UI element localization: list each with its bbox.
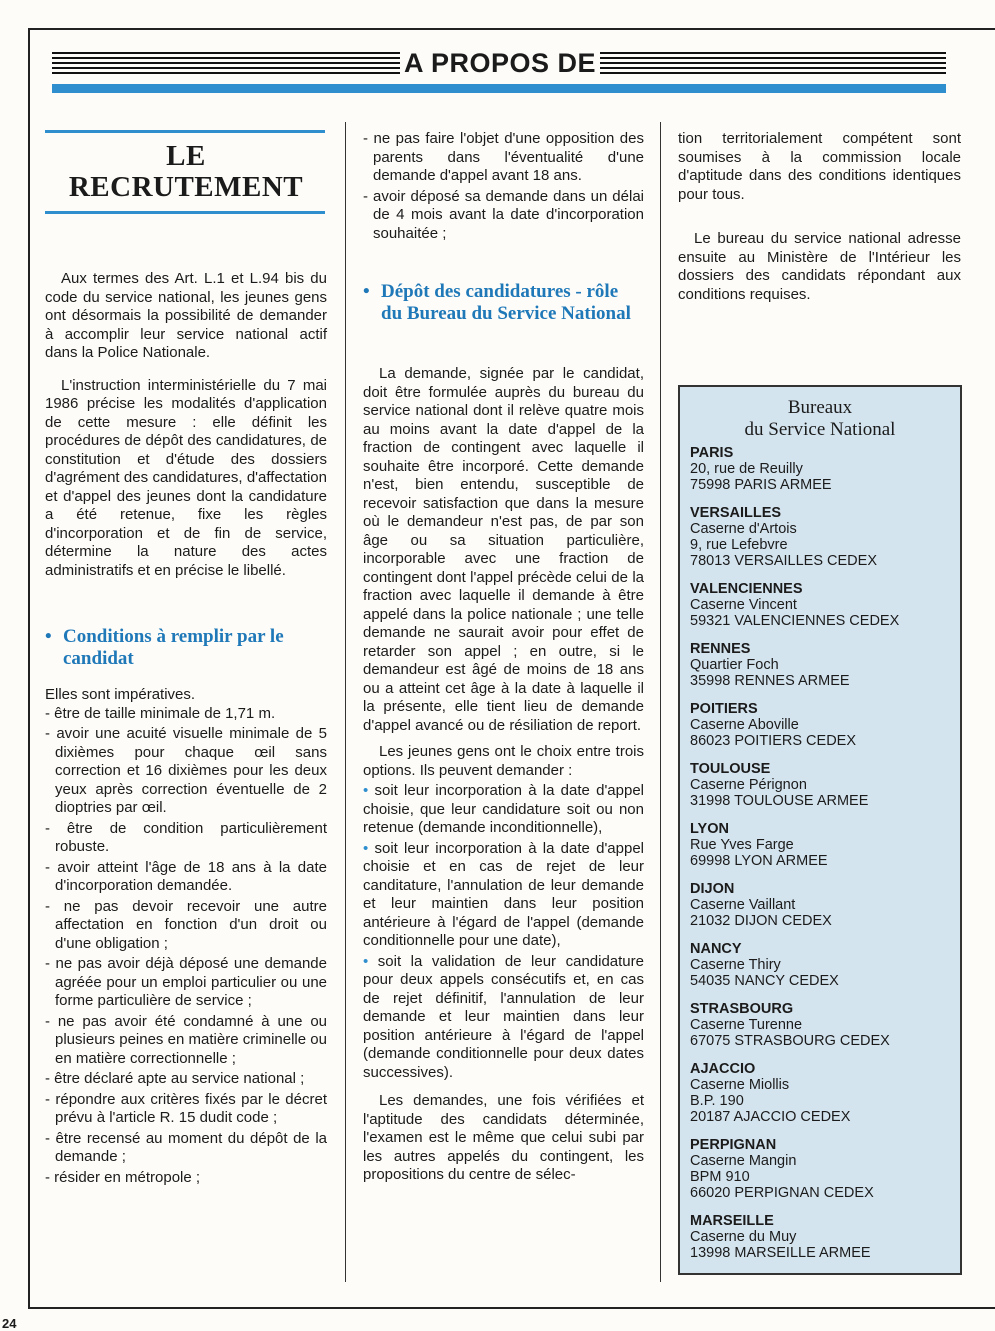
bureau-entry (690, 505, 960, 569)
header-lines-left (52, 52, 400, 74)
condition-item: - ne pas avoir été condamné à une ou plusieurs peines en matière criminelle ou en matière correctionnelle ; (45, 1012, 327, 1067)
bureau-city: VALENCIENNES (690, 581, 803, 597)
bureau-address-line: 69998 LYON ARMEE (690, 853, 828, 869)
condition-item: - résider en métropole ; (45, 1168, 201, 1186)
section-heading-conditions: • Conditions à remplir par le candidat (45, 626, 284, 669)
bureau-city: AJACCIO (690, 1061, 756, 1077)
bureau-city: TOULOUSE (690, 761, 771, 777)
bureau-address-line: 9, rue Lefebvre (690, 537, 788, 553)
depot-paragraph-2: Les jeunes gens ont le choix entre trois options. Ils peuvent demander : (363, 743, 644, 779)
bureau-entry (690, 1001, 960, 1049)
conditions-continued-list (363, 130, 644, 243)
section-bullet: • (45, 626, 52, 647)
options-list (363, 782, 644, 1082)
option-bullet: • (363, 952, 378, 970)
bureau-entry (690, 881, 960, 929)
condition-item: - ne pas devoir recevoir une autre affectation en fonction d'un droit ou d'une obligation ; (45, 897, 327, 952)
bureau-address-line: Caserne du Muy (690, 1229, 797, 1245)
bureau-entry (690, 821, 960, 869)
condition-item: - être déclaré apte au service national ; (45, 1070, 305, 1087)
article-title-box (45, 130, 327, 214)
section-bullet: • (363, 281, 370, 302)
bureau-entry (690, 445, 960, 493)
header-blue-bar (52, 84, 946, 93)
bureau-city: PARIS (690, 445, 734, 461)
bureau-address-line: 86023 POITIERS CEDEX (690, 733, 857, 749)
bureau-entry (690, 1061, 960, 1125)
bureau-city: LYON (690, 821, 729, 837)
bureau-address-line: Caserne Mangin (690, 1153, 797, 1169)
bureau-city: POITIERS (690, 701, 758, 717)
condition-item: - être de condition particulièrement robuste. (45, 819, 327, 855)
bureau-city: PERPIGNAN (690, 1137, 777, 1153)
bureau-address-line: 21032 DIJON CEDEX (690, 913, 832, 929)
bureau-entry (690, 1137, 960, 1201)
bureaux-box (678, 385, 962, 1275)
column-2 (363, 130, 644, 1185)
option-bullet: • (363, 782, 375, 799)
condition-item: - ne pas faire l'objet d'une opposition des parents dans l'éventualité d'une demande d'appel avant 18 ans. (363, 130, 644, 184)
bureau-address-line: 13998 MARSEILLE ARMEE (690, 1245, 871, 1261)
bureau-entry (690, 1213, 960, 1261)
condition-item: - avoir déposé sa demande dans un délai de 4 mois avant la date d'incorporation souhaitée ; (363, 187, 644, 242)
bureau-address-line: 59321 VALENCIENNES CEDEX (690, 613, 900, 629)
bureau-address-line: 54035 NANCY CEDEX (690, 973, 839, 989)
condition-item: - être recensé au moment du dépôt de la demande ; (45, 1129, 327, 1165)
column-divider-2 (660, 122, 661, 1282)
depot-paragraph-1: La demande, signée par le candidat, doit être formulée auprès du bureau du service national dont il relève quatre mois au moins avant la date d'appel de la fraction de contingent avec laquelle il souhaite être incorporé. Cette demande n'est, bien entendu, susceptible de recevoir satisfaction que dans la mesure où le demandeur n'est pas, de par son âge ou sa situation particulière, incorporable avec une fraction de contingent dont l'appel précède celui de la fraction avec laquelle il demande à être appelé dans la police nationale ; une telle demande ne saurait avoir pour effet de retarder son appel ; en outre, si le demandeur est âgé de moins de 18 ans ou a atteint cet âge à la date à laquelle il la présente, elle tient lieu de demande d'appel avancé ou de résiliation de report. (363, 365, 644, 734)
intro-paragraph-1: Aux termes des Art. L.1 et L.94 bis du code du service national, les jeunes gens ont désormais la possibilité de demander à accomplir leur service national actif dans la Police Nationale. (45, 270, 327, 361)
column-1 (45, 130, 327, 1187)
title-rule-top (45, 130, 325, 133)
article-title (45, 141, 327, 203)
bureau-address-line: BPM 910 (690, 1169, 750, 1185)
article-title-line-2: RECRUTEMENT (68, 171, 304, 203)
condition-item: - répondre aux critères fixés par le décret prévu à l'article R. 15 dudit code ; (45, 1090, 327, 1126)
bureau-address-line: 67075 STRASBOURG CEDEX (690, 1033, 890, 1049)
depot-paragraph-3: Les demandes, une fois vérifiées et l'aptitude des candidats déterminée, l'examen est le même que celui subi par les autres appelés du contingent, les propositions du centre de sélec- (363, 1092, 644, 1183)
section-header (52, 44, 946, 94)
bureau-address-line: Quartier Foch (690, 657, 779, 673)
option-item (363, 782, 644, 838)
header-title: A PROPOS DE (403, 48, 597, 78)
col3-paragraph-1: tion territorialement compétent sont soumises à la commission locale d'aptitude dans des conditions identiques pour tous. (678, 130, 961, 203)
bureau-address-line: 31998 TOULOUSE ARMEE (690, 793, 869, 809)
option-item (363, 840, 644, 951)
bureau-address-line: Caserne Miollis (690, 1077, 790, 1093)
bureau-address-line: Caserne d'Artois (690, 521, 797, 537)
bureau-address-line: 20, rue de Reuilly (690, 461, 803, 477)
bureau-address-line: 66020 PERPIGNAN CEDEX (690, 1185, 874, 1201)
condition-item: - avoir une acuité visuelle minimale de 5 dixièmes pour chaque œil sans correction et 16 dixièmes pour les deux yeux après correction éventuelle de 2 dioptries par œil. (45, 725, 327, 816)
bureau-entry (690, 641, 960, 689)
option-text: soit leur incorporation à la date d'appel choisie et en cas de rejet de leur canditature, l'annulation de leur demande et leur maintien dans leur position antérieure à l'égard de l'appel (demande conditionnelle pour une date), (363, 839, 645, 949)
bureaux-title: Bureaux du Service National (744, 397, 896, 440)
bureau-address-line: 20187 AJACCIO CEDEX (690, 1109, 851, 1125)
bureau-city: VERSAILLES (690, 505, 782, 521)
bureau-city: NANCY (690, 941, 742, 957)
bureau-address-line: B.P. 190 (690, 1093, 744, 1109)
bureaux-list (690, 445, 960, 1261)
bureau-address-line: 35998 RENNES ARMEE (690, 673, 850, 689)
bureau-address-line: Caserne Pérignon (690, 777, 807, 793)
page-number: 24 (2, 1316, 17, 1331)
option-item (363, 953, 644, 1083)
section-heading-depot: • Dépôt des candidatures - rôle du Bureau du Service National (363, 281, 631, 324)
header-lines-right (600, 52, 946, 74)
column-3 (678, 130, 961, 304)
conditions-list (45, 705, 327, 1188)
bottom-rule (28, 1307, 995, 1309)
option-bullet: • (363, 839, 375, 857)
bureau-address-line: 75998 PARIS ARMEE (690, 477, 832, 493)
option-text: soit leur incorporation à la date d'appel choisie, que leur candidature soit ou non retenue (demande inconditionnelle), (363, 782, 645, 836)
condition-item: - avoir atteint l'âge de 18 ans à la date d'incorporation demandée. (45, 858, 327, 894)
bureau-city: STRASBOURG (690, 1001, 794, 1017)
option-text: soit la validation de leur candidature pour deux appels consécutifs et, en cas de rejet définitif, l'annulation de leur demande et leur maintien dans leur position antérieure à l'égard de l'appel (demande conditionnelle pour deux dates successives). (363, 952, 644, 1081)
bureau-address-line: Caserne Turenne (690, 1017, 803, 1033)
bureau-address-line: Caserne Vincent (690, 597, 797, 613)
col3-paragraph-2: Le bureau du service national adresse ensuite au Ministère de l'Intérieur les dossiers des candidats répondant aux conditions requises. (678, 230, 961, 303)
bureau-city: RENNES (690, 641, 751, 657)
bureau-entry (690, 701, 960, 749)
bureau-address-line: Caserne Thiry (690, 957, 781, 973)
bureau-city: DIJON (690, 881, 735, 897)
condition-item: - ne pas avoir déjà déposé une demande agréée pour un emploi particulier ou une forme particulière de service ; (45, 955, 327, 1009)
article-title-line-1: LE (166, 140, 206, 172)
bureau-city: MARSEILLE (690, 1213, 774, 1229)
bureau-entry (690, 941, 960, 989)
conditions-intro: Elles sont impératives. (45, 686, 196, 703)
bureau-address-line: Rue Yves Farge (690, 837, 794, 853)
intro-paragraph-2: L'instruction interministérielle du 7 mai 1986 précise les modalités d'application de cette mesure : elle définit les procédures de dépôt des candidatures, de constitution et d'étude des dossiers d'agrément des candidatures, d'affectation et d'appel des jeunes dont la candidature a été retenue, fixe les règles d'incorporation et de fin de service, détermine la nature des actes administratifs et en précise le libellé. (45, 376, 327, 579)
bureau-entry (690, 761, 960, 809)
bureau-address-line: Caserne Aboville (690, 717, 799, 733)
bureau-address-line: 78013 VERSAILLES CEDEX (690, 553, 877, 569)
condition-item: - être de taille minimale de 1,71 m. (45, 704, 276, 722)
bureau-entry (690, 581, 960, 629)
column-divider-1 (345, 122, 346, 1282)
bureau-address-line: Caserne Vaillant (690, 897, 796, 913)
